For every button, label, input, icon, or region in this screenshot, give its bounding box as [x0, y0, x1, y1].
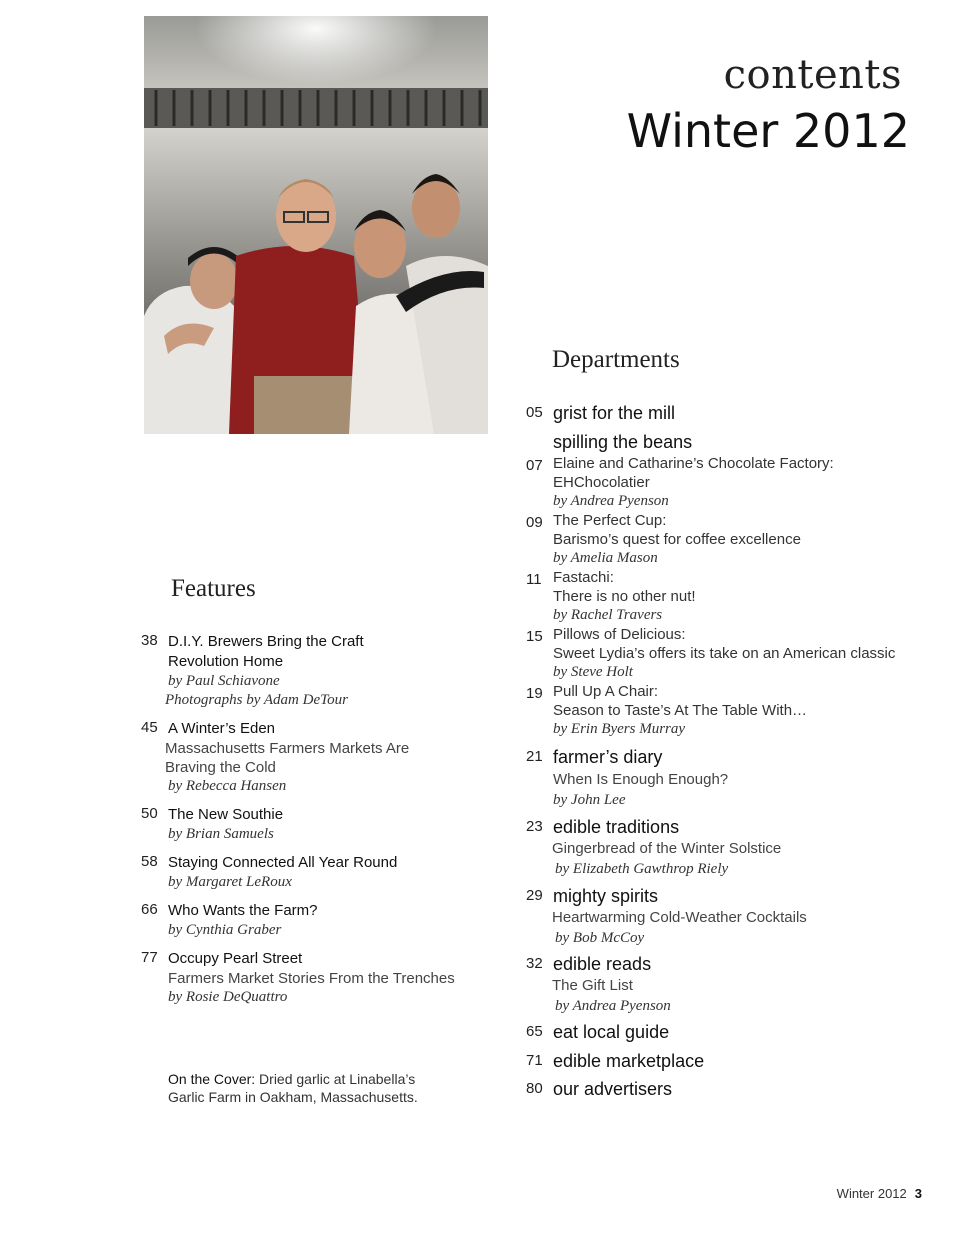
- department-subtitle: When Is Enough Enough?: [553, 771, 729, 788]
- feature-byline: by Margaret LeRoux: [168, 874, 292, 890]
- page-number: 50: [141, 805, 158, 822]
- footer-issue: Winter 2012: [836, 1186, 907, 1201]
- feature-title: A Winter’s Eden: [168, 720, 275, 737]
- page-number: 09: [526, 514, 543, 531]
- story-entry[interactable]: [526, 454, 926, 511]
- story-byline: by Amelia Mason: [553, 550, 658, 566]
- story-entry[interactable]: [526, 511, 926, 568]
- department-name: eat local guide: [553, 1022, 670, 1042]
- feature-subtitle: Massachusetts Farmers Markets Are: [165, 740, 410, 757]
- feature-title: D.I.Y. Brewers Bring the Craft: [168, 633, 364, 650]
- story-entry[interactable]: [526, 682, 926, 739]
- department-byline: by Bob McCoy: [555, 930, 645, 946]
- feature-byline: by Brian Samuels: [168, 826, 274, 842]
- department-entry[interactable]: [526, 1020, 926, 1044]
- cover-photo: [144, 16, 488, 434]
- page-number: 58: [141, 853, 158, 870]
- cover-caption: [168, 1070, 468, 1106]
- page-number: 66: [141, 901, 158, 918]
- department-byline: by Andrea Pyenson: [555, 998, 671, 1014]
- page-footer: [837, 1186, 922, 1201]
- story-title: Pull Up A Chair:: [553, 683, 659, 700]
- department-name: spilling the beans: [553, 432, 693, 452]
- page-number: 15: [526, 628, 543, 645]
- page-number: 23: [526, 818, 543, 835]
- page-number: 07: [526, 457, 543, 474]
- department-entry[interactable]: [526, 1077, 926, 1101]
- story-entry[interactable]: [526, 625, 926, 682]
- page-number: 11: [526, 571, 542, 588]
- feature-entry[interactable]: [141, 719, 481, 796]
- feature-title: Staying Connected All Year Round: [168, 854, 398, 871]
- contents-label: contents: [723, 52, 902, 98]
- departments-heading: Departments: [552, 346, 680, 373]
- page-number: 71: [526, 1052, 543, 1069]
- department-entry[interactable]: [526, 1049, 926, 1073]
- feature-title: Who Wants the Farm?: [168, 902, 318, 919]
- department-entry[interactable]: [526, 745, 926, 810]
- department-name: grist for the mill: [553, 403, 676, 423]
- page-number: 80: [526, 1080, 543, 1097]
- feature-entry[interactable]: [141, 853, 481, 892]
- page-number: 21: [526, 748, 543, 765]
- story-title: The Perfect Cup:: [553, 512, 667, 529]
- department-entry: [526, 430, 926, 739]
- feature-byline: by Rebecca Hansen: [168, 778, 287, 794]
- department-subtitle: The Gift List: [552, 977, 633, 994]
- story-subtitle: Season to Taste’s At The Table With…: [553, 702, 808, 719]
- department-name: mighty spirits: [553, 886, 659, 906]
- page-number: 32: [526, 955, 543, 972]
- page-number: 19: [526, 685, 543, 702]
- page-number: 65: [526, 1023, 543, 1040]
- chefs-photo-image: [144, 16, 488, 434]
- cover-caption-text-line2: Garlic Farm in Oakham, Massachusetts.: [168, 1089, 418, 1105]
- page-number: 05: [526, 404, 543, 421]
- story-entry[interactable]: [526, 568, 926, 625]
- feature-byline: by Paul Schiavone: [168, 673, 280, 689]
- story-title: Elaine and Catharine’s Chocolate Factory:: [553, 455, 834, 472]
- department-byline: by John Lee: [553, 792, 626, 808]
- cover-caption-label: On the Cover:: [168, 1071, 256, 1087]
- feature-byline: by Rosie DeQuattro: [168, 989, 288, 1005]
- page-number: 38: [141, 632, 158, 649]
- department-name: edible marketplace: [553, 1051, 705, 1071]
- story-title: Fastachi:: [553, 569, 614, 586]
- feature-entry[interactable]: [141, 901, 481, 940]
- feature-entry[interactable]: [141, 805, 481, 844]
- department-entry[interactable]: [526, 884, 926, 948]
- feature-title-line2: Revolution Home: [168, 653, 284, 670]
- feature-entry[interactable]: [141, 949, 481, 1007]
- feature-entry[interactable]: [141, 632, 481, 710]
- feature-title: Occupy Pearl Street: [168, 950, 303, 967]
- page-number: 77: [141, 949, 158, 966]
- story-title: Pillows of Delicious:: [553, 626, 686, 643]
- story-subtitle: Sweet Lydia’s offers its take on an American classic: [553, 645, 896, 662]
- department-name: edible reads: [553, 954, 652, 974]
- department-byline: by Elizabeth Gawthrop Riely: [555, 861, 729, 877]
- feature-subtitle-line2: Braving the Cold: [165, 759, 276, 776]
- issue-title: Winter 2012: [626, 104, 910, 158]
- cover-caption-text: Dried garlic at Linabella’s: [255, 1071, 416, 1087]
- department-subtitle: Heartwarming Cold-Weather Cocktails: [552, 909, 807, 926]
- department-name: farmer’s diary: [553, 747, 663, 767]
- photo-credit: Photographs by Adam DeTour: [165, 692, 348, 708]
- department-entry[interactable]: [526, 401, 926, 425]
- footer-page-number: 3: [914, 1186, 922, 1201]
- features-heading: Features: [171, 575, 256, 602]
- department-entry[interactable]: [526, 815, 926, 879]
- story-subtitle: EHChocolatier: [553, 474, 650, 491]
- story-subtitle: There is no other nut!: [553, 588, 696, 605]
- feature-subtitle: Farmers Market Stories From the Trenches: [168, 970, 455, 987]
- department-name: edible traditions: [553, 817, 680, 837]
- story-byline: by Steve Holt: [553, 664, 633, 680]
- feature-title: The New Southie: [168, 806, 284, 823]
- story-byline: by Rachel Travers: [553, 607, 663, 623]
- feature-byline: by Cynthia Graber: [168, 922, 282, 938]
- department-name: our advertisers: [553, 1079, 673, 1099]
- page-number: 45: [141, 719, 158, 736]
- department-subtitle: Gingerbread of the Winter Solstice: [552, 840, 782, 857]
- story-subtitle: Barismo’s quest for coffee excellence: [553, 531, 801, 548]
- department-entry[interactable]: [526, 952, 926, 1016]
- story-byline: by Andrea Pyenson: [553, 493, 669, 509]
- story-byline: by Erin Byers Murray: [553, 721, 686, 737]
- page-number: 29: [526, 887, 543, 904]
